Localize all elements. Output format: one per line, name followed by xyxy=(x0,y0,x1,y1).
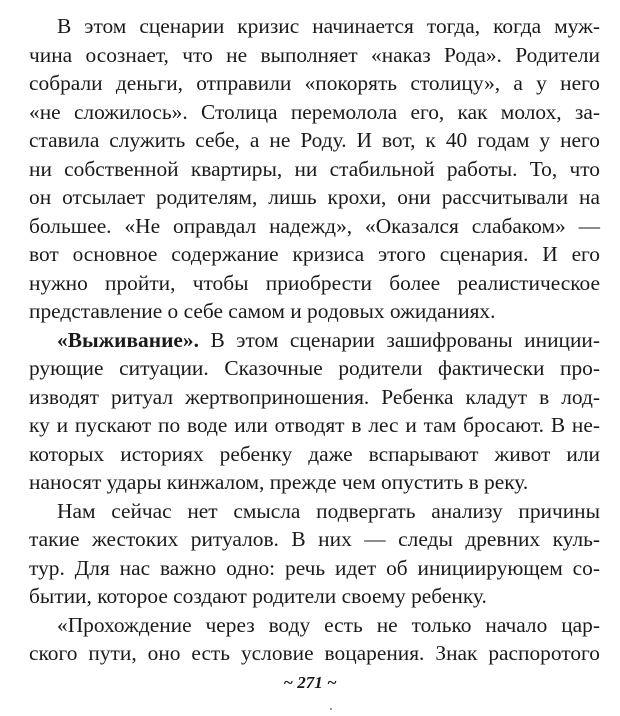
text-line-content: представление о себе самом и родовых ожиданиях. xyxy=(29,299,496,323)
text-line-content: наносят удары кинжалом, прежде чем опустить в реку. xyxy=(29,470,529,494)
text-line-content: нужно пройти, чтобы приобрести более реалистическое xyxy=(29,270,600,295)
text-line xyxy=(29,240,600,269)
text-line xyxy=(29,183,600,212)
text-line-content: тур. Для нас важно одно: речь идет об инициирующем со- xyxy=(29,555,600,580)
text-line xyxy=(29,41,600,70)
text-line xyxy=(29,98,600,127)
text-line xyxy=(29,468,600,497)
text-line xyxy=(29,126,600,155)
text-line-content: большее. «Не оправдал надежд», «Оказался слабаком» — xyxy=(29,213,600,238)
text-line-content: рующие ситуации. Сказочные родители фактически про- xyxy=(29,356,600,380)
text-line-content: такие жестоких ритуалов. В них — следы древних куль- xyxy=(29,527,600,551)
text-line xyxy=(29,155,600,184)
text-line-content: которых историях ребенку даже вспарывают живот или xyxy=(29,441,600,466)
text-line-content: ского пути, оно есть условие воцарения. Знак распоротого xyxy=(29,641,600,665)
text-line-content: вот основное содержание кризиса этого сценария. И его xyxy=(29,242,600,266)
text-line xyxy=(29,69,600,98)
text-line-content: «не сложилось». Столица перемолола его, как молох, за- xyxy=(29,99,600,124)
text-line xyxy=(57,12,600,41)
text-line xyxy=(29,354,600,383)
text-line xyxy=(29,582,600,611)
text-line-content: В этом сценарии кризис начинается тогда, когда муж- xyxy=(57,14,600,38)
text-line xyxy=(29,440,600,469)
text-line xyxy=(57,611,600,640)
text-line-content: он отсылает родителям, лишь крохи, они рассчитывали на xyxy=(29,185,600,209)
text-line-content: изводят ритуал жертвоприношения. Ребенка кладут в лод- xyxy=(29,384,600,409)
text-line-content: Нам сейчас нет смысла подвергать анализу причины xyxy=(57,498,600,523)
text-line xyxy=(29,639,600,668)
text-line xyxy=(29,212,600,241)
text-line xyxy=(29,554,600,583)
text-line xyxy=(29,297,600,326)
text-line-content: В этом сценарии зашифрованы иниции- xyxy=(198,327,600,352)
text-line xyxy=(29,525,600,554)
text-line-content: ставила служить себе, а не Роду. И вот, к 40 годам у него xyxy=(29,128,600,152)
text-line xyxy=(57,497,600,526)
text-line xyxy=(57,326,600,355)
scan-speck xyxy=(330,708,332,710)
page-number: ~ 271 ~ xyxy=(283,673,337,692)
text-line-content: бытии, которое создают родители своему ребенку. xyxy=(29,584,487,608)
text-line xyxy=(29,411,600,440)
text-line xyxy=(29,269,600,298)
section-heading-inline: «Выживание». xyxy=(57,327,199,352)
text-line-content: ку и пускают по воде или отводят в лес и там бросают. В не- xyxy=(29,413,600,437)
text-line-content: чина осознает, что не выполняет «наказ Рода». Родители xyxy=(29,42,600,67)
text-line-content: собрали деньги, отправили «покорять столицу», а у него xyxy=(29,71,600,95)
text-line-content: «Прохождение через воду есть не только начало цар- xyxy=(57,612,600,637)
text-line-content: ни собственной квартиры, ни стабильной работы. То, что xyxy=(29,156,600,181)
text-line xyxy=(29,383,600,412)
